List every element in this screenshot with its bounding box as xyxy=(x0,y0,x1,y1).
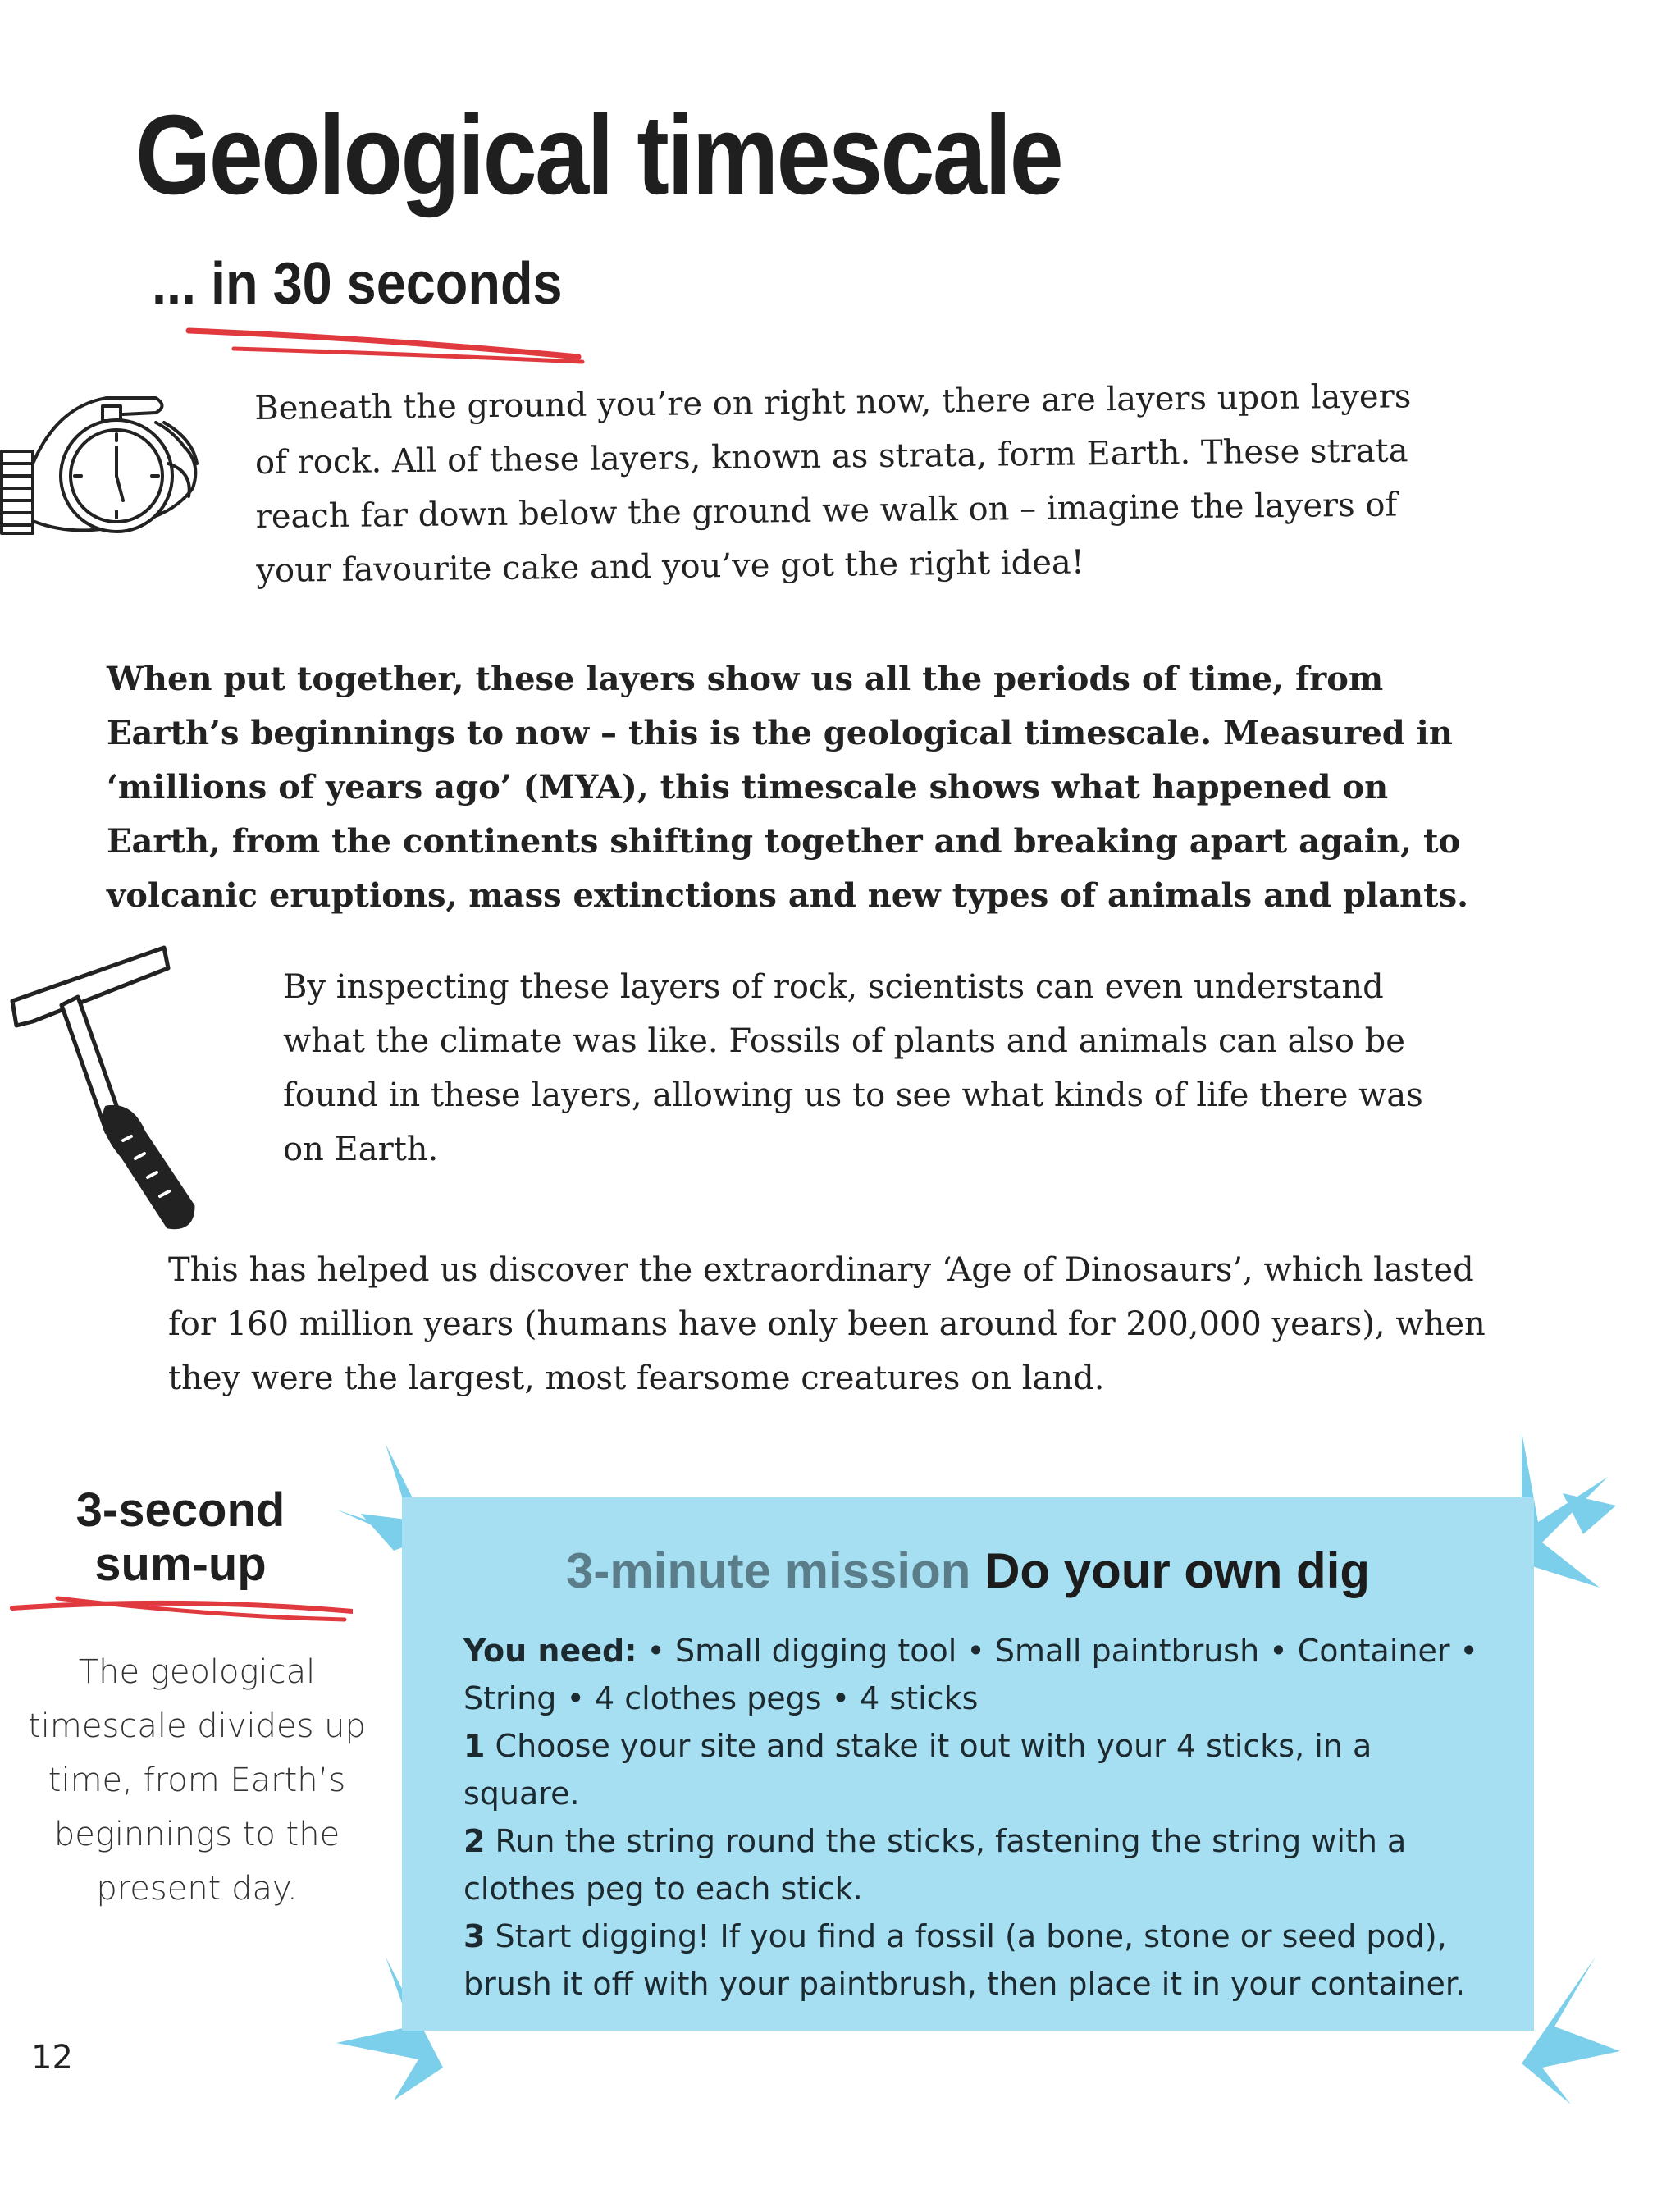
step-text: Run the string round the sticks, fastening the string with a clothes peg to each stick. xyxy=(463,1823,1407,1907)
page-number: 12 xyxy=(31,2039,73,2077)
mission-needs xyxy=(463,1627,1481,1722)
page-title: Geological timescale xyxy=(135,92,1062,218)
sumup-text: The geological timescale divides up time, from Earth’s beginnings to the present day. xyxy=(28,1653,366,1908)
mission-title xyxy=(402,1543,1534,1598)
timescale-paragraph: When put together, these layers show us all the periods of time, from Earth’s beginnings to now – this is the geological timescale. Measured in ‘millions of years ago’ (MYA), this timescale shows what happened on Earth, from the continents shifting together and breaking apart again, to volcanic eruptions, mass extinctions and new types of animals and plants. xyxy=(107,660,1469,915)
mission-label: 3-minute mission xyxy=(565,1543,971,1598)
step-number: 3 xyxy=(463,1918,486,1954)
sumup-underline xyxy=(8,1592,353,1633)
subtitle-underline xyxy=(185,324,595,373)
step-text: Start digging! If you find a fossil (a bone, stone or seed pod), brush it off with your paintbrush, then place it in your container. xyxy=(463,1918,1466,2002)
mission-panel xyxy=(402,1497,1534,2031)
fossils-paragraph: By inspecting these layers of rock, scientists can even understand what the climate was like. Fossils of plants and animals can also be found in these layers, allowing us to see what kinds of life there was on Earth. xyxy=(283,968,1423,1168)
stopwatch-hand-icon xyxy=(0,373,205,550)
needs-items: • Small digging tool • Small paintbrush • Container • String • 4 clothes pegs • 4 sticks xyxy=(463,1633,1478,1716)
mission-step xyxy=(463,1817,1481,1913)
step-number: 2 xyxy=(463,1823,486,1859)
sumup-heading: 3-second sum-up xyxy=(75,1483,285,1591)
mission-body xyxy=(463,1627,1481,2008)
dinosaurs-paragraph: This has helped us discover the extraordinary ‘Age of Dinosaurs’, which lasted for 160 million years (humans have only been around for 200,000 years), when they were the largest, most fearsome creatures on land. xyxy=(168,1251,1486,1397)
step-text: Choose your site and stake it out with your 4 sticks, in a square. xyxy=(463,1728,1372,1812)
mission-step xyxy=(463,1722,1481,1817)
geology-hammer-icon xyxy=(0,935,205,1231)
step-number: 1 xyxy=(463,1728,486,1764)
mission-name: Do your own dig xyxy=(984,1543,1371,1598)
page-subtitle: ... in 30 seconds xyxy=(152,251,563,317)
intro-paragraph: Beneath the ground you’re on right now, there are layers upon layers of rock. All of these layers, known as strata, form Earth. These strata reach far down below the ground we walk on – imagine the layers of your favourite cake and you’ve got the right idea! xyxy=(254,377,1412,590)
needs-label: You need: xyxy=(463,1633,637,1669)
mission-step xyxy=(463,1913,1481,2008)
